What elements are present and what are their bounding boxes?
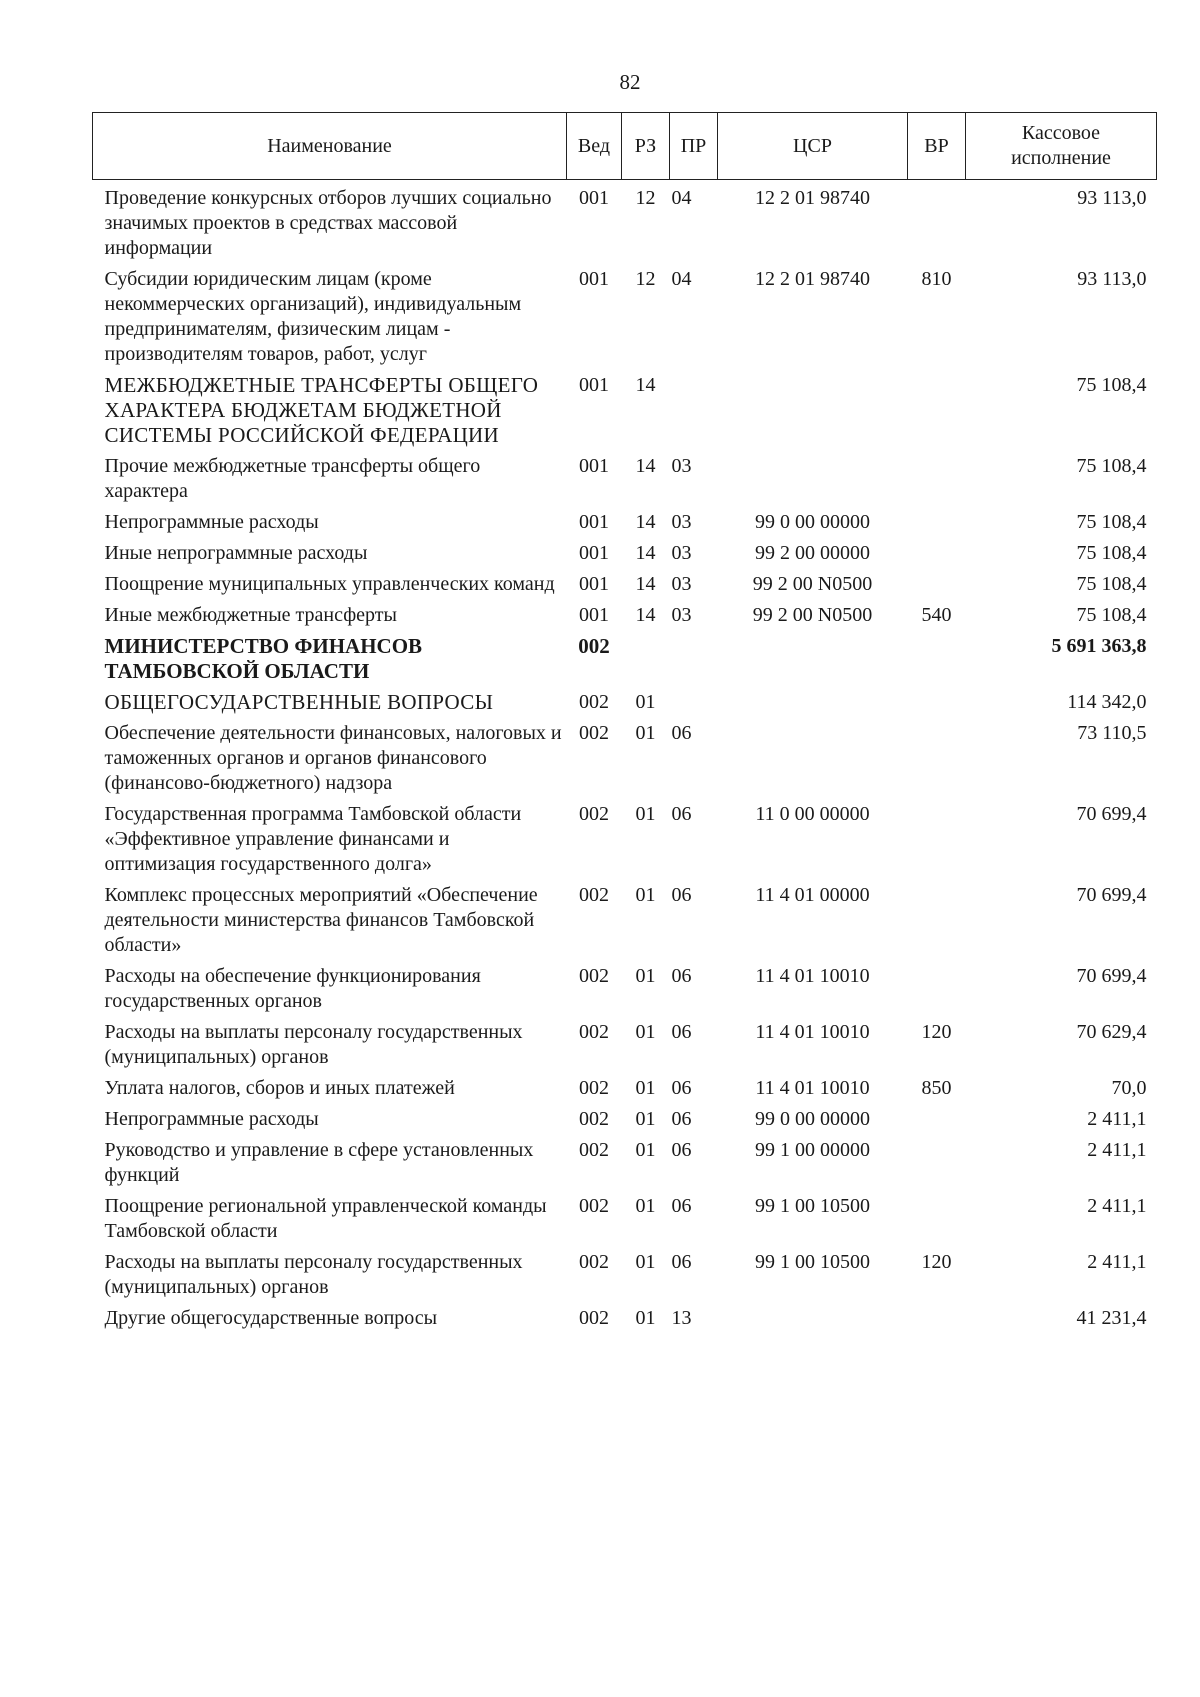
cell-name: Иные непрограммные расходы <box>104 542 368 564</box>
cell-csr: 99 1 00 10500 <box>755 1195 870 1217</box>
cell-pr: 06 <box>671 1195 692 1217</box>
cell-sum: 73 110,5 <box>1077 722 1147 744</box>
cell-pr: 06 <box>671 1108 692 1130</box>
table-row <box>93 261 1157 367</box>
cell-rz: 14 <box>635 573 656 595</box>
cell-vr <box>908 628 966 684</box>
cell-pr: 04 <box>671 268 692 290</box>
cell-ved: 002 <box>579 1021 609 1043</box>
table-row <box>93 535 1157 566</box>
cell-sum: 2 411,1 <box>1087 1195 1147 1217</box>
cell-rz: 01 <box>635 803 656 825</box>
cell-sum: 5 691 363,8 <box>1051 635 1147 657</box>
cell-vr: 120 <box>921 1021 952 1043</box>
cell-sum: 114 342,0 <box>1067 691 1147 713</box>
table-row <box>93 877 1157 958</box>
cell-vr <box>908 1132 966 1188</box>
cell-csr: 11 0 00 00000 <box>755 803 870 825</box>
cell-ved: 002 <box>579 1195 609 1217</box>
table-row <box>93 715 1157 796</box>
cell-name: Государственная программа Тамбовской области «Эффективное управление финансами и оптимизация государственного долга» <box>104 803 522 875</box>
cell-sum: 2 411,1 <box>1087 1139 1147 1161</box>
table-row <box>93 180 1157 262</box>
header-name: Наименование <box>93 113 567 180</box>
cell-name: Прочие межбюджетные трансферты общего характера <box>104 455 481 502</box>
cell-pr: 06 <box>671 1077 692 1099</box>
cell-sum: 70 699,4 <box>1076 884 1147 906</box>
cell-ved: 002 <box>579 722 609 744</box>
cell-rz: 12 <box>635 268 656 290</box>
cell-rz: 01 <box>635 1108 656 1130</box>
table-row <box>93 367 1157 448</box>
cell-name: Расходы на обеспечение функционирования государственных органов <box>104 965 481 1012</box>
cell-pr: 06 <box>671 722 692 744</box>
table-row <box>93 1132 1157 1188</box>
table-row <box>93 597 1157 628</box>
cell-name: ОБЩЕГОСУДАРСТВЕННЫЕ ВОПРОСЫ <box>104 690 494 714</box>
cell-csr: 11 4 01 10010 <box>755 965 870 987</box>
table-row <box>93 796 1157 877</box>
cell-vr <box>908 877 966 958</box>
cell-csr: 11 4 01 00000 <box>755 884 870 906</box>
cell-ved: 002 <box>579 1139 609 1161</box>
cell-vr <box>908 367 966 448</box>
cell-csr: 99 1 00 10500 <box>755 1251 870 1273</box>
table-row <box>93 684 1157 715</box>
cell-ved: 001 <box>579 374 609 396</box>
cell-pr: 06 <box>671 965 692 987</box>
header-ved: Вед <box>567 113 622 180</box>
header-csr: ЦСР <box>718 113 908 180</box>
cell-ved: 001 <box>579 268 609 290</box>
cell-name: Расходы на выплаты персоналу государственных (муниципальных) органов <box>104 1021 523 1068</box>
cell-csr: 99 1 00 00000 <box>755 1139 870 1161</box>
cell-rz: 01 <box>635 722 656 744</box>
table-body <box>93 180 1157 1332</box>
cell-csr <box>718 628 908 684</box>
cell-name: Расходы на выплаты персоналу государственных (муниципальных) органов <box>104 1251 523 1298</box>
cell-pr: 03 <box>671 573 692 595</box>
cell-rz: 01 <box>635 884 656 906</box>
cell-csr: 12 2 01 98740 <box>755 187 870 209</box>
cell-rz: 01 <box>635 1307 656 1329</box>
cell-sum: 2 411,1 <box>1087 1108 1147 1130</box>
cell-name: Другие общегосударственные вопросы <box>104 1307 438 1329</box>
cell-pr <box>670 628 718 684</box>
cell-pr: 06 <box>671 1139 692 1161</box>
cell-name: Субсидии юридическим лицам (кроме некоммерческих организаций), индивидуальным предпринимателям, физическим лицам - производителям товаров, работ, услуг <box>104 268 522 365</box>
cell-ved: 002 <box>579 1077 609 1099</box>
cell-vr <box>908 1300 966 1331</box>
cell-csr <box>718 715 908 796</box>
cell-rz <box>622 628 670 684</box>
cell-sum: 75 108,4 <box>1076 542 1147 564</box>
cell-vr <box>908 958 966 1014</box>
cell-name: Иные межбюджетные трансферты <box>104 604 397 626</box>
cell-vr: 850 <box>921 1077 952 1099</box>
cell-sum: 93 113,0 <box>1077 187 1147 209</box>
cell-ved: 002 <box>579 965 609 987</box>
cell-sum: 93 113,0 <box>1077 268 1147 290</box>
cell-ved: 001 <box>579 573 609 595</box>
cell-vr: 120 <box>921 1251 952 1273</box>
cell-ved: 001 <box>579 542 609 564</box>
page-number: 82 <box>619 70 641 94</box>
cell-ved: 002 <box>579 884 609 906</box>
cell-name: МИНИСТЕРСТВО ФИНАНСОВ ТАМБОВСКОЙ ОБЛАСТИ <box>104 634 423 683</box>
cell-rz: 01 <box>635 691 656 713</box>
cell-csr <box>718 684 908 715</box>
cell-sum: 70,0 <box>1111 1077 1147 1099</box>
cell-csr: 99 0 00 00000 <box>755 511 870 533</box>
cell-vr <box>908 504 966 535</box>
cell-name: Обеспечение деятельности финансовых, налоговых и таможенных органов и органов финансового (финансово-бюджетного) надзора <box>104 722 562 794</box>
cell-sum: 75 108,4 <box>1076 374 1147 396</box>
cell-vr: 540 <box>921 604 952 626</box>
cell-sum: 70 699,4 <box>1076 965 1147 987</box>
cell-rz: 01 <box>635 1077 656 1099</box>
cell-sum: 75 108,4 <box>1076 455 1147 477</box>
cell-name: Непрограммные расходы <box>104 511 319 533</box>
cell-csr <box>718 367 908 448</box>
cell-vr <box>908 1101 966 1132</box>
cell-rz: 01 <box>635 1251 656 1273</box>
cell-vr <box>908 1188 966 1244</box>
cell-name: Руководство и управление в сфере установленных функций <box>104 1139 534 1186</box>
table-row <box>93 504 1157 535</box>
cell-rz: 01 <box>635 1021 656 1043</box>
cell-vr <box>908 715 966 796</box>
cell-vr <box>908 566 966 597</box>
cell-sum: 75 108,4 <box>1076 573 1147 595</box>
cell-ved: 001 <box>579 604 609 626</box>
table-header <box>93 113 1157 180</box>
cell-ved: 001 <box>579 511 609 533</box>
cell-rz: 12 <box>635 187 656 209</box>
cell-pr: 03 <box>671 455 692 477</box>
cell-csr: 99 2 00 N0500 <box>752 573 873 595</box>
table-row <box>93 628 1157 684</box>
cell-sum: 75 108,4 <box>1076 604 1147 626</box>
cell-pr: 06 <box>671 1251 692 1273</box>
cell-vr <box>908 684 966 715</box>
cell-name: МЕЖБЮДЖЕТНЫЕ ТРАНСФЕРТЫ ОБЩЕГО ХАРАКТЕРА БЮДЖЕТАМ БЮДЖЕТНОЙ СИСТЕМЫ РОССИЙСКОЙ ФЕДЕРАЦИИ <box>104 373 539 447</box>
cell-pr <box>670 684 718 715</box>
table-row <box>93 1070 1157 1101</box>
header-vr: ВР <box>908 113 966 180</box>
cell-csr: 99 0 00 00000 <box>755 1108 870 1130</box>
table-row <box>93 448 1157 504</box>
cell-rz: 14 <box>635 511 656 533</box>
cell-pr: 03 <box>671 542 692 564</box>
header-rz: РЗ <box>622 113 670 180</box>
cell-csr: 99 2 00 00000 <box>755 542 870 564</box>
table-row <box>93 1300 1157 1331</box>
cell-sum: 2 411,1 <box>1087 1251 1147 1273</box>
cell-name: Поощрение региональной управленческой команды Тамбовской области <box>104 1195 547 1242</box>
cell-pr: 13 <box>671 1307 692 1329</box>
cell-vr <box>908 180 966 262</box>
cell-sum: 70 629,4 <box>1076 1021 1147 1043</box>
cell-pr: 03 <box>671 604 692 626</box>
cell-pr: 06 <box>671 884 692 906</box>
cell-name: Непрограммные расходы <box>104 1108 319 1130</box>
cell-rz: 14 <box>635 374 656 396</box>
cell-pr: 03 <box>671 511 692 533</box>
table-row <box>93 566 1157 597</box>
cell-ved: 002 <box>579 1251 609 1273</box>
cell-rz: 14 <box>635 542 656 564</box>
cell-ved: 001 <box>579 455 609 477</box>
table-row <box>93 958 1157 1014</box>
budget-table <box>92 112 1157 1331</box>
cell-ved: 001 <box>579 187 609 209</box>
cell-sum: 41 231,4 <box>1076 1307 1147 1329</box>
cell-sum: 70 699,4 <box>1076 803 1147 825</box>
cell-pr <box>670 367 718 448</box>
cell-sum: 75 108,4 <box>1076 511 1147 533</box>
cell-csr: 99 2 00 N0500 <box>752 604 873 626</box>
cell-csr <box>718 1300 908 1331</box>
cell-vr <box>908 448 966 504</box>
cell-ved: 002 <box>579 691 609 713</box>
cell-ved: 002 <box>579 1108 609 1130</box>
cell-ved: 002 <box>579 803 609 825</box>
cell-rz: 01 <box>635 1195 656 1217</box>
table-row <box>93 1101 1157 1132</box>
cell-csr: 11 4 01 10010 <box>755 1077 870 1099</box>
cell-csr <box>718 448 908 504</box>
table-row <box>93 1014 1157 1070</box>
cell-pr: 04 <box>671 187 692 209</box>
table-row <box>93 1188 1157 1244</box>
cell-pr: 06 <box>671 1021 692 1043</box>
cell-vr <box>908 796 966 877</box>
cell-pr: 06 <box>671 803 692 825</box>
cell-vr <box>908 535 966 566</box>
header-pr: ПР <box>670 113 718 180</box>
cell-ved: 002 <box>578 634 610 658</box>
cell-name: Уплата налогов, сборов и иных платежей <box>104 1077 455 1099</box>
cell-ved: 002 <box>579 1307 609 1329</box>
cell-rz: 01 <box>635 965 656 987</box>
cell-vr: 810 <box>921 268 952 290</box>
cell-name: Комплекс процессных мероприятий «Обеспечение деятельности министерства финансов Тамбовской области» <box>104 884 538 956</box>
cell-csr: 11 4 01 10010 <box>755 1021 870 1043</box>
header-sum: Кассовое исполнение <box>966 113 1157 180</box>
cell-name: Проведение конкурсных отборов лучших социально значимых проектов в средствах массовой информации <box>104 187 552 259</box>
table-row <box>93 1244 1157 1300</box>
cell-rz: 14 <box>635 604 656 626</box>
cell-name: Поощрение муниципальных управленческих команд <box>104 573 555 595</box>
cell-csr: 12 2 01 98740 <box>755 268 870 290</box>
cell-rz: 01 <box>635 1139 656 1161</box>
cell-rz: 14 <box>635 455 656 477</box>
